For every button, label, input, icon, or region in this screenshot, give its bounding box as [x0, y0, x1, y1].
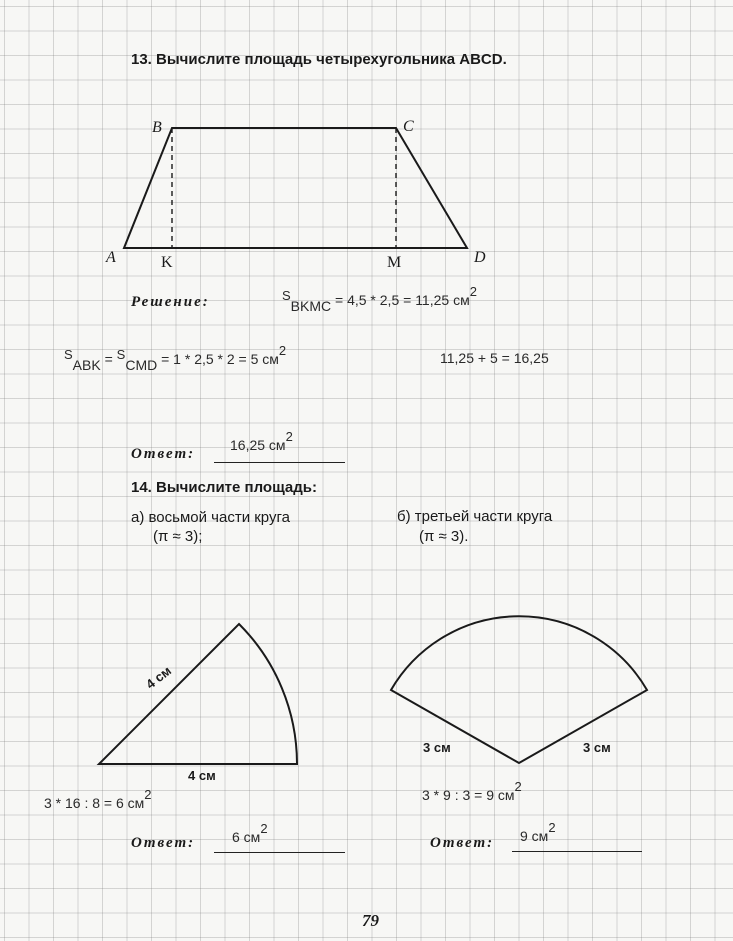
- part-b-line1: б) третьей части круга: [397, 508, 553, 525]
- answer-text: 6 см: [232, 829, 261, 845]
- area-symbol: S: [282, 288, 291, 303]
- answer-text: 16,25 см: [230, 437, 286, 453]
- area-bkmc-line: [282, 284, 477, 314]
- sector-a-slanted-radius-label: 4 см: [143, 662, 175, 692]
- area-expression: = 1 * 2,5 * 2 = 5 см: [161, 351, 279, 367]
- answer-14a-value: [214, 821, 345, 853]
- answer-exponent: 2: [285, 429, 293, 444]
- answer-exponent: 2: [260, 821, 268, 836]
- vertex-a-label: A: [106, 249, 116, 266]
- solution-label: Решение:: [131, 294, 210, 310]
- work-text: 3 * 16 : 8 = 6 см: [44, 795, 145, 811]
- answer-13-label: Ответ:: [131, 446, 196, 462]
- work-exponent: 2: [144, 787, 152, 802]
- area-exponent: 2: [278, 343, 287, 358]
- answer-exponent: 2: [548, 820, 556, 835]
- work-b-expression: [422, 779, 522, 803]
- page-number: 79: [362, 911, 379, 930]
- trapezoid-heights: [172, 128, 396, 248]
- area-abk-cmd-line: [64, 343, 287, 373]
- vertex-c-label: C: [403, 118, 414, 135]
- part-a-line1: а) восьмой части круга: [131, 509, 290, 526]
- area-exponent: 2: [469, 284, 477, 299]
- answer-14a-label: Ответ:: [131, 835, 196, 851]
- answer-14b-value: [512, 820, 642, 852]
- answer-text: 9 см: [520, 828, 549, 844]
- area-subscript: BKMC: [290, 298, 332, 314]
- sector-b-left-radius-label: 3 см: [423, 740, 451, 755]
- problem-13-title: 13. Вычислите площадь четырехугольника ABCD.: [131, 51, 507, 68]
- point-m-label: M: [387, 254, 402, 271]
- area-symbol: S: [64, 347, 73, 362]
- area-subscript: ABK: [72, 357, 101, 373]
- point-k-label: K: [161, 254, 173, 271]
- sum-line: 11,25 + 5 = 16,25: [440, 350, 549, 366]
- answer-13-value: [214, 429, 345, 463]
- work-exponent: 2: [514, 779, 522, 794]
- sector-b-right-radius-label: 3 см: [583, 740, 611, 755]
- part-b-line2: (π ≈ 3).: [419, 528, 469, 545]
- work-text: 3 * 9 : 3 = 9 см: [422, 787, 515, 803]
- sector-eighth: [99, 624, 297, 764]
- vertex-b-label: B: [152, 119, 162, 136]
- equals-sign: =: [104, 351, 113, 367]
- work-a-expression: [44, 787, 152, 811]
- area-expression: = 4,5 * 2,5 = 11,25 см: [335, 292, 470, 308]
- trapezoid-abcd: [124, 128, 467, 248]
- vertex-d-label: D: [474, 249, 486, 266]
- problem-14-title: 14. Вычислите площадь:: [131, 479, 318, 496]
- answer-14b-label: Ответ:: [430, 835, 495, 851]
- area-symbol: S: [116, 347, 126, 362]
- area-subscript: CMD: [125, 357, 158, 373]
- sector-a-bottom-radius-label: 4 см: [188, 768, 216, 783]
- part-a-line2: (π ≈ 3);: [153, 528, 203, 545]
